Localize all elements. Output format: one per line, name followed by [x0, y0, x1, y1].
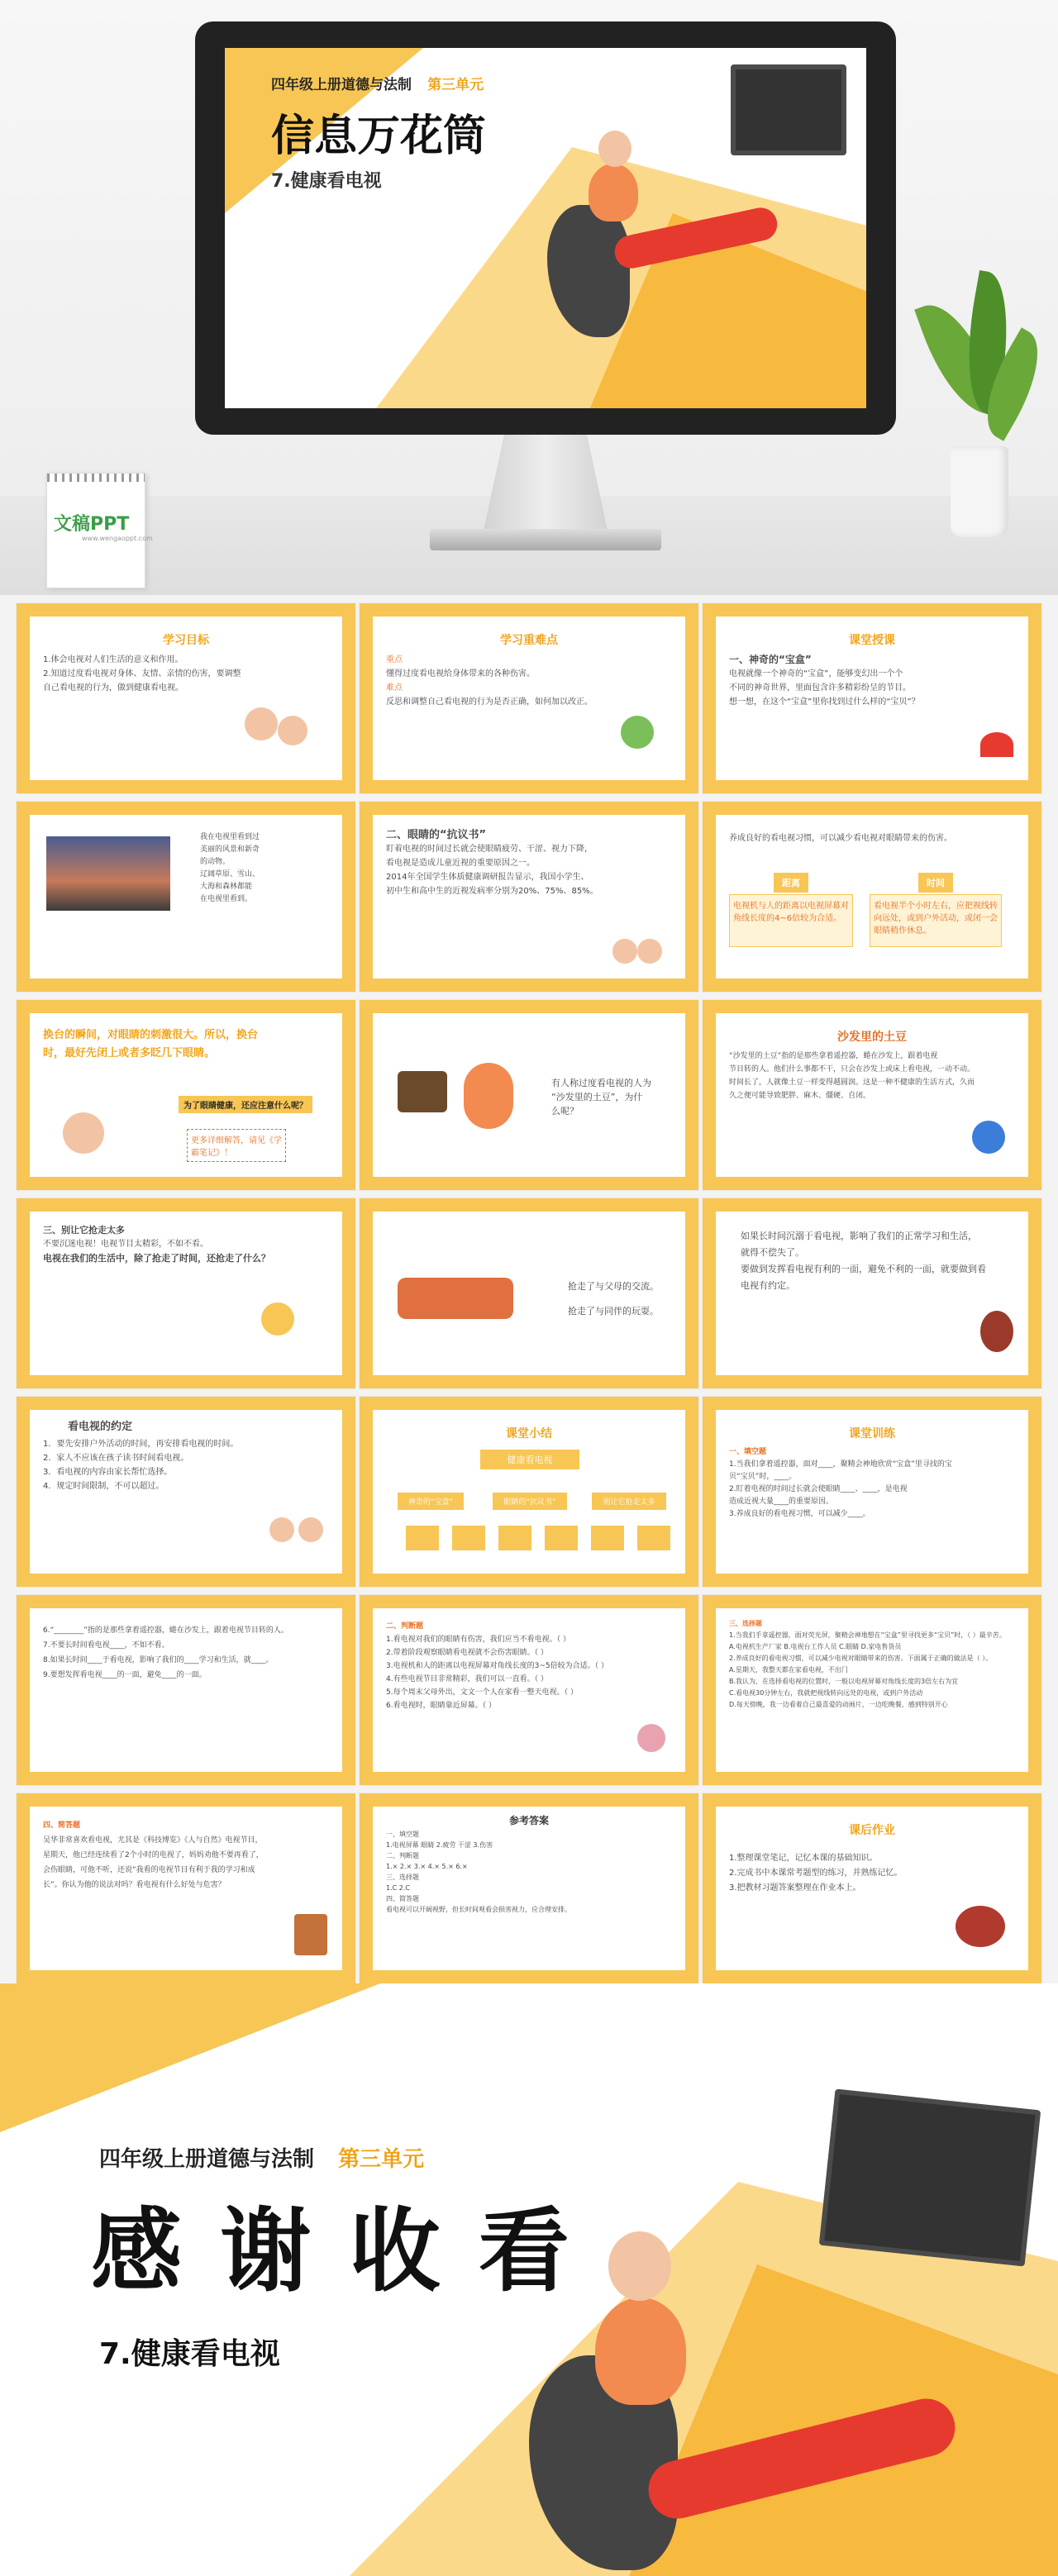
time-box: 看电视半个小时左右，应把视线转向远处，或到户外活动，或闭一会眼睛稍作休息。 — [870, 894, 1002, 947]
text-line: 想一想，在这个“宝盒”里你找到过什么样的“宝贝”？ — [729, 698, 920, 707]
text-line: 盯着电视的时间过长就会使眼睛疲劳、干涩、视力下降， — [386, 845, 593, 854]
text-line: 四、简答题 — [386, 1895, 419, 1902]
lesson-label: 7.健康看电视 — [99, 2337, 280, 2371]
text-line: 我在电视里看到过 — [200, 833, 260, 841]
mindmap-node: 神奇的“宝盒” — [398, 1493, 464, 1510]
text-line: 2．家人不应该在孩子读书时间看电视。 — [43, 1454, 189, 1463]
text-line: 3．看电视的内容由家长帮忙选择。 — [43, 1468, 173, 1477]
slide-dont-let-it-take — [17, 1198, 355, 1388]
title-slide — [225, 48, 866, 408]
slide-couch-potato — [703, 1000, 1041, 1190]
section-heading: 二、判断题 — [386, 1622, 424, 1631]
books-illustration — [294, 1914, 327, 1955]
text-line: 1．要先安排户外活动的时间，再安排看电视的时间。 — [43, 1440, 239, 1449]
child-illustration — [63, 1112, 104, 1154]
slide-homework — [703, 1793, 1041, 1983]
child-on-sofa-illustration — [464, 1063, 513, 1129]
tree-illustration — [621, 716, 654, 749]
bicycle-illustration — [956, 1906, 1005, 1947]
hero-section — [0, 0, 1058, 595]
schoolbag-illustration — [637, 1724, 665, 1752]
slide-summary — [360, 1397, 698, 1587]
slide-multiple-choice — [703, 1595, 1041, 1785]
slide-switch-channel — [17, 1000, 355, 1190]
text-line: 三、选择题 — [386, 1874, 419, 1881]
slide-practice-fill-2 — [17, 1595, 355, 1785]
text-line: 1.体会电视对人们生活的意义和作用。 — [43, 655, 183, 664]
corner-triangle — [0, 1983, 380, 2132]
slide-couch-potato-question — [360, 1000, 698, 1190]
text-line: 3.电视机和人的距离以电视屏幕对角线长度的3~5倍较为合适。（ ） — [386, 1662, 608, 1670]
slide-title: 课堂授课 — [849, 634, 895, 647]
person-body-illustration — [589, 164, 638, 221]
text-line: 节目转的人。他们什么事都不干，只会在沙发上或床上看电视，一动不动。 — [729, 1065, 975, 1074]
text-line: B.我认为，在选择看电视的位置时，一般以电视屏幕对角线长度的3倍左右为宜 — [729, 1678, 959, 1685]
slide-title: 课堂小结 — [506, 1427, 552, 1440]
slide-title: 学习目标 — [163, 634, 209, 647]
slide-title: 沙发里的土豆 — [837, 1031, 907, 1044]
text-line: 看电视是造成儿童近视的重要原因之一。 — [386, 859, 535, 868]
family-illustration — [612, 939, 637, 964]
text-line: D.每天傍晚，我一边看着自己最喜爱的动画片，一边吃晚餐，感到特别开心 — [729, 1701, 948, 1708]
slide-answers — [360, 1793, 698, 1983]
text-line: 初中生和高中生的近视发病率分别为20%、75%、85%。 — [386, 887, 598, 896]
child-illustration — [269, 1517, 294, 1542]
label-key: 重点 — [386, 655, 403, 664]
text-line: 2.盯着电视的时间过长就会使眼睛____、____，是电视 — [729, 1485, 908, 1493]
unit-label: 第三单元 — [427, 77, 484, 93]
text-line: 要做到发挥看电视有利的一面，避免不利的一面，就要做到看 — [741, 1264, 986, 1274]
slide-short-answer — [17, 1793, 355, 1983]
text-line: 抢走了与父母的交流。 — [568, 1281, 659, 1292]
thank-you-slide — [0, 1983, 1058, 2576]
text-line: 电视有约定。 — [741, 1280, 795, 1291]
text-line: A.星期天，我整天都在家看电视，不出门 — [729, 1666, 848, 1674]
text-line: 长”。你认为他的说法对吗？看电视有什么好处与危害？ — [43, 1881, 226, 1889]
text-line: 6.“________”指的是那些拿着遥控器，蜷在沙发上，跟着电视节目转的人。 — [43, 1626, 288, 1635]
text-line: 4．规定时间限制，不可以超过。 — [43, 1482, 164, 1491]
text-line: 的动物。 — [200, 858, 231, 866]
slide-agreement-intro — [703, 1198, 1041, 1388]
text-line: 电视就像一个神奇的“宝盒”，能够变幻出一个个 — [729, 669, 903, 679]
child-illustration — [972, 1121, 1005, 1154]
text-line: 7.不要长时间看电视____，不如不看。 — [43, 1641, 169, 1650]
slide-eye-protest — [360, 802, 698, 992]
family-illustration — [637, 939, 662, 964]
text-line: 就得不偿失了。 — [741, 1247, 804, 1258]
text-line: 5.每个周末父母外出，文文一个人在家看一整天电视。（ ） — [386, 1688, 578, 1697]
text-line: 久之便可能导致肥胖、麻木、僵硬、自闭。 — [729, 1092, 871, 1100]
text-line: 8.如果长时间____于看电视，影响了我们的____学习和生活，就____。 — [43, 1656, 274, 1664]
text-line: 有人称过度看电视的人为 — [551, 1078, 651, 1088]
thank-you-title: 感 谢 收 看 — [91, 2198, 573, 2304]
monitor-stand — [463, 435, 628, 534]
text-line: 2.知道过度看电视对身体、友情、亲情的伤害，要调整自己看电视的行为，做到健康看电视。 — [43, 669, 241, 693]
tv-illustration — [731, 64, 846, 155]
text-line: 么呢？ — [551, 1106, 579, 1117]
text-line: 2.带着阶段观察眼睛看电视就不会伤害眼睛。（ ） — [386, 1649, 548, 1657]
section-heading: 看电视的约定 — [68, 1421, 133, 1433]
text-line: A.电视机生产厂家 B.电视台工作人员 C.眼睛 D.家电售货员 — [729, 1643, 902, 1650]
lesson-label: 7.健康看电视 — [271, 171, 382, 192]
text-line: 养成良好的看电视习惯，可以减少看电视对眼睛带来的伤害。 — [729, 834, 952, 843]
text-line: 贝“宝贝”时，____。 — [729, 1473, 797, 1481]
brand-logo: 文稿PPT — [54, 514, 130, 535]
text-line: 二、判断题 — [386, 1852, 419, 1859]
section-heading: 四、简答题 — [43, 1821, 81, 1830]
section-heading: 二、眼睛的“抗议书” — [386, 829, 487, 841]
text-line: 美丽的风景和新奇 — [200, 845, 260, 854]
section-heading: 一、填空题 — [729, 1448, 767, 1456]
text-line: 1.当我们手拿遥控器，面对荧光屏，聚精会神地想在“宝盒”里寻找更多“宝贝”时，（ ）最辛苦。 — [729, 1631, 1006, 1639]
child-illustration — [298, 1517, 323, 1542]
text-line: 不要沉迷电视！电视节目太精彩，不如不看。 — [43, 1240, 208, 1249]
section-heading: 一、神奇的“宝盒” — [729, 654, 812, 665]
tv-illustration — [819, 2088, 1041, 2266]
slide-true-false — [360, 1595, 698, 1785]
text-line: 会伤眼睛，可他不听，还说“我看的电视节目有利于我的学习和成 — [43, 1866, 255, 1874]
text-line: 2014年全国学生体质健康调研报告显示，我国小学生、 — [386, 873, 589, 882]
text-line: C.看电视30分钟左右，我就把视线转向远处的电视，或到户外活动 — [729, 1689, 923, 1697]
person-head-illustration — [608, 2231, 671, 2301]
distance-box: 电视机与人的距离以电视屏幕对角线长度的4~6倍较为合适。 — [729, 894, 853, 947]
slide-taken-away — [360, 1198, 698, 1388]
plant-pot — [951, 446, 1008, 537]
mindmap-leaves — [406, 1526, 670, 1550]
text-line: 1.× 2.× 3.× 4.× 5.× 6.× — [386, 1863, 468, 1870]
text-line: 2.完成书中本课常考题型的练习，并熟练记忆。 — [729, 1869, 903, 1878]
text-line: 时，最好先闭上或者多眨几下眼睛。 — [43, 1047, 216, 1059]
text-line: 1.看电视对我们的眼睛有伤害，我们应当不看电视。（ ） — [386, 1636, 570, 1644]
text-line: 3.养成良好的看电视习惯，可以减少____。 — [729, 1510, 870, 1518]
child-illustration — [245, 707, 278, 740]
text-line: “沙发里的土豆”，为什 — [551, 1092, 643, 1102]
slide-title: 课堂训练 — [849, 1427, 895, 1440]
text-line: 4.有些电视节目非常精彩，我们可以一直看。（ ） — [386, 1675, 548, 1683]
text-line: 一、填空题 — [386, 1831, 419, 1838]
slide-tv-scenery — [17, 802, 355, 992]
desk-calendar — [46, 473, 153, 588]
umbrella-illustration — [980, 732, 1013, 757]
slide-title: 学习重难点 — [500, 634, 558, 647]
slide-key-points — [360, 603, 698, 793]
text-line: 懂得过度看电视给身体带来的各种伤害。 — [386, 669, 535, 679]
slide-title: 课后作业 — [849, 1824, 895, 1837]
text-line: 大海和森林都能 — [200, 883, 253, 891]
grade-label: 四年级上册道德与法制 — [271, 77, 412, 93]
slide-tv-agreement — [17, 1397, 355, 1587]
text-line: 吴华非常喜欢看电视，尤其是《科技博览》《人与自然》电视节目， — [43, 1836, 263, 1845]
page-title: 信息万花筒 — [271, 112, 487, 161]
text-line: 在电视里看到。 — [200, 895, 253, 903]
label-distance: 距离 — [774, 873, 808, 893]
section-heading: 三、别让它抢走太多 — [43, 1225, 125, 1236]
text-line: 电视在我们的生活中，除了抢走了时间，还抢走了什么？ — [43, 1253, 270, 1264]
child-illustration — [278, 716, 307, 745]
text-line: 造成近视大量____的重要原因。 — [729, 1498, 834, 1506]
slide-practice-fill — [703, 1397, 1041, 1587]
text-line: 时间长了，人就像土豆一样变得越圆润。这是一种不健康的生活方式，久而 — [729, 1078, 975, 1087]
text-line: 1.当我们拿着遥控器，面对____，聚精会神地欣赏“宝盒”里寻找的宝 — [729, 1460, 952, 1469]
text-line: 不同的神奇世界，里面包含许多精彩纷呈的节目。 — [729, 683, 911, 693]
text-line: 如果长时间沉溺于看电视，影响了我们的正常学习和生活， — [741, 1231, 977, 1241]
text-line: 看电视可以开阔视野，但长时间观看会损害视力，应合理安排。 — [386, 1906, 571, 1913]
mindmap-node: 眼睛的“抗议书” — [493, 1493, 567, 1510]
family-sofa-illustration — [398, 1278, 513, 1319]
child-illustration — [980, 1311, 1013, 1352]
label-time: 时间 — [918, 873, 953, 893]
mindmap-root: 健康看电视 — [480, 1450, 579, 1469]
unit-label: 第三单元 — [338, 2147, 425, 2172]
person-head-illustration — [598, 131, 631, 167]
monitor-base — [430, 529, 661, 550]
brand-sub: www.wengaoppt.com — [82, 535, 153, 542]
text-line: 换台的瞬间，对眼睛的刺激很大。所以，换台 — [43, 1029, 259, 1041]
mountain-photo — [46, 836, 170, 911]
slide-title: 参考答案 — [508, 1815, 549, 1826]
text-line: 反思和调整自己看电视的行为是否正确，如何加以改正。 — [386, 698, 593, 707]
text-line: 辽阔草原、雪山、 — [200, 870, 260, 879]
text-line: 2.养成良好的看电视习惯，可以减少电视对眼睛带来的伤害。下面属于正确的做法是（ ）。 — [729, 1655, 993, 1662]
mindmap-node: 别让它抢走太多 — [592, 1493, 666, 1510]
text-line: 6.看电视时，眼睛靠近屏幕。（ ） — [386, 1702, 496, 1710]
child-digging-illustration — [261, 1302, 294, 1336]
text-line: 抢走了与同伴的玩耍。 — [568, 1306, 659, 1317]
text-line: 3.把教材习题答案整理在作业本上。 — [729, 1883, 861, 1893]
text-line: 1.电视屏幕 眼睛 2.疲劳 干涩 3.伤害 — [386, 1841, 493, 1849]
question-tag: 为了眼睛健康，还应注意什么呢？ — [179, 1096, 312, 1113]
note-tag: 更多详细解答，请见《学霸笔记》！ — [187, 1129, 286, 1162]
label-difficult: 难点 — [386, 683, 403, 693]
text-line: “沙发里的土豆”指的是那些拿着遥控器，蜷在沙发上，跟着电视 — [729, 1052, 938, 1060]
slide-lesson-magic-box — [703, 603, 1041, 793]
grade-label: 四年级上册道德与法制 — [99, 2147, 315, 2172]
text-line: 1.C 2.C — [386, 1884, 410, 1892]
text-line: 星期天，他已经连续看了2个小时的电视了，妈妈劝他不要再看了， — [43, 1851, 264, 1859]
person-body-illustration — [595, 2297, 686, 2405]
text-line: 9.要想发挥看电视____的一面，避免____的一面。 — [43, 1671, 207, 1679]
slide-good-habits — [703, 802, 1041, 992]
slide-learning-goals — [17, 603, 355, 793]
text-line: 1.整理课堂笔记，记忆本课的基础知识。 — [729, 1854, 878, 1863]
section-heading: 三、选择题 — [729, 1620, 762, 1627]
tv-illustration — [398, 1071, 447, 1112]
